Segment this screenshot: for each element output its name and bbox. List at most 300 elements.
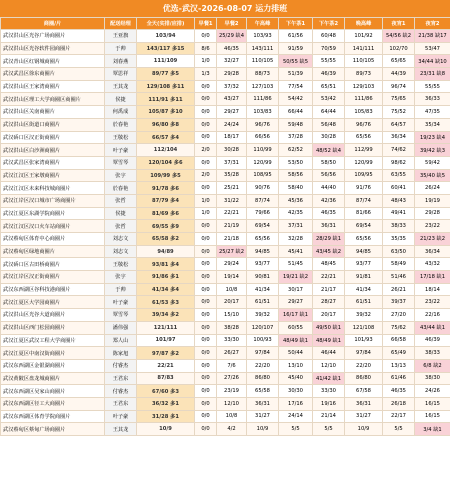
tea2-cell: 33/30 xyxy=(313,385,345,398)
table-row[interactable] xyxy=(1,194,450,207)
breakfast2-cell: 25/27 缺2 xyxy=(217,245,247,258)
table-row[interactable] xyxy=(1,258,450,271)
table-row[interactable] xyxy=(1,385,450,398)
dinner-peak-cell: 36/31 xyxy=(345,397,383,410)
night2-cell: 43/44 缺1 xyxy=(415,321,450,334)
dinner-peak-cell: 93/77 xyxy=(345,258,383,271)
lunch-peak-cell: 61/51 xyxy=(247,296,279,309)
column-header[interactable]: 夜宵2 xyxy=(415,18,450,30)
night2-cell: 38/30 xyxy=(415,372,450,385)
breakfast2-cell: 31/22 xyxy=(217,194,247,207)
lunch-peak-cell: 90/81 xyxy=(247,271,279,284)
tea2-cell: 28/27 xyxy=(313,296,345,309)
total-cell: 91/78 多6 xyxy=(137,182,195,195)
tea2-cell: 60/48 xyxy=(313,30,345,43)
tea2-cell: 48/49 缺1 xyxy=(313,334,345,347)
breakfast1-cell: 0/0 xyxy=(195,233,217,246)
breakfast1-cell: 2/0 xyxy=(195,144,217,157)
total-cell: 10/9 xyxy=(137,423,195,436)
tea1-cell: 50/55 缺5 xyxy=(279,55,313,68)
breakfast2-cell: 35/28 xyxy=(217,169,247,182)
night1-cell: 22/17 xyxy=(383,410,415,423)
total-cell: 61/53 多3 xyxy=(137,296,195,309)
store-name-cell: 武汉东西湖区吴家山商圈片 xyxy=(1,385,105,398)
total-cell: 94/89 xyxy=(137,245,195,258)
dinner-peak-cell: 120/99 xyxy=(345,156,383,169)
store-name-cell: 武汉武昌区徐东商圈片 xyxy=(1,68,105,81)
store-name-cell: 武汉江汉区汉口火车站商圈片 xyxy=(1,220,105,233)
table-row[interactable] xyxy=(1,233,450,246)
tea1-cell: 19/21 缺2 xyxy=(279,271,313,284)
total-cell: 91/86 多1 xyxy=(137,271,195,284)
column-header[interactable]: 全天(实排/应排) xyxy=(137,18,195,30)
dinner-peak-cell: 69/54 xyxy=(345,220,383,233)
table-row[interactable] xyxy=(1,283,450,296)
store-name-cell: 武汉硚口区古田桥商圈片 xyxy=(1,258,105,271)
night1-cell: 96/74 xyxy=(383,80,415,93)
tea2-cell: 56/48 xyxy=(313,118,345,131)
dinner-peak-cell: 97/84 xyxy=(345,347,383,360)
night2-cell: 53/47 xyxy=(415,42,450,55)
store-name-cell: 武汉黄陂区盘龙城商圈片 xyxy=(1,372,105,385)
breakfast2-cell: 10/8 xyxy=(217,410,247,423)
lunch-peak-cell: 110/99 xyxy=(247,144,279,157)
breakfast2-cell: 33/30 xyxy=(217,334,247,347)
lunch-peak-cell: 69/54 xyxy=(247,220,279,233)
table-row[interactable] xyxy=(1,106,450,119)
tea1-cell: 51/39 xyxy=(279,68,313,81)
manager-cell: 张哲 xyxy=(105,220,137,233)
store-name-cell: 武汉洪山区光谷软件园商圈片 xyxy=(1,42,105,55)
total-cell: 96/80 多8 xyxy=(137,118,195,131)
store-name-cell: 武汉东西湖区体育学院商圈片 xyxy=(1,410,105,423)
night1-cell: 65/49 xyxy=(383,347,415,360)
tea1-cell: 53/50 xyxy=(279,156,313,169)
table-row[interactable] xyxy=(1,68,450,81)
night2-cell: 39/42 缺3 xyxy=(415,144,450,157)
store-name-cell: 武汉青山区红钢城商圈片 xyxy=(1,55,105,68)
breakfast1-cell: 8/6 xyxy=(195,42,217,55)
table-row[interactable] xyxy=(1,55,450,68)
breakfast1-cell: 0/0 xyxy=(195,80,217,93)
column-header[interactable]: 夜宵1 xyxy=(383,18,415,30)
breakfast1-cell: 0/0 xyxy=(195,271,217,284)
night1-cell: 64/57 xyxy=(383,118,415,131)
dinner-peak-cell: 81/66 xyxy=(345,207,383,220)
night1-cell: 58/49 xyxy=(383,258,415,271)
breakfast2-cell: 37/32 xyxy=(217,80,247,93)
dinner-peak-cell: 101/92 xyxy=(345,30,383,43)
table-row[interactable] xyxy=(1,207,450,220)
tea2-cell: 20/17 xyxy=(313,309,345,322)
table-row[interactable] xyxy=(1,271,450,284)
lunch-peak-cell: 79/66 xyxy=(247,207,279,220)
column-header[interactable]: 下午茶2 xyxy=(313,18,345,30)
tea2-cell: 48/45 xyxy=(313,258,345,271)
tea1-cell: 59/48 xyxy=(279,118,313,131)
dinner-peak-cell: 91/76 xyxy=(345,182,383,195)
tea2-cell: 65/51 xyxy=(313,80,345,93)
tea1-cell: 50/44 xyxy=(279,347,313,360)
lunch-peak-cell: 31/27 xyxy=(247,410,279,423)
store-name-cell: 武汉洪山区理工大学商圈区商圈片 xyxy=(1,93,105,106)
night2-cell: 26/24 xyxy=(415,182,450,195)
night2-cell: 17/18 缺1 xyxy=(415,271,450,284)
store-name-cell: 武汉东西湖区谷科技港商圈片 xyxy=(1,283,105,296)
night1-cell: 63/50 xyxy=(383,245,415,258)
lunch-peak-cell: 120/107 xyxy=(247,321,279,334)
total-cell: 111/109 xyxy=(137,55,195,68)
dinner-peak-cell: 91/81 xyxy=(345,271,383,284)
manager-cell: 王其龙 xyxy=(105,80,137,93)
page-title: 优选-武汉-2026-08-07 运力排班 xyxy=(0,0,450,17)
dinner-peak-cell: 101/93 xyxy=(345,334,383,347)
lunch-peak-cell: 103/83 xyxy=(247,106,279,119)
tea1-cell: 66/44 xyxy=(279,106,313,119)
manager-cell: 付睿杰 xyxy=(105,385,137,398)
tea1-cell: 37/31 xyxy=(279,220,313,233)
total-cell: 129/108 多11 xyxy=(137,80,195,93)
manager-cell: 王敬松 xyxy=(105,131,137,144)
night1-cell: 51/46 xyxy=(383,271,415,284)
breakfast2-cell: 38/28 xyxy=(217,321,247,334)
night1-cell: 46/35 xyxy=(383,385,415,398)
table-row[interactable] xyxy=(1,118,450,131)
column-header[interactable]: 早餐2 xyxy=(217,18,247,30)
lunch-peak-cell: 10/9 xyxy=(247,423,279,436)
table-row[interactable] xyxy=(1,156,450,169)
breakfast2-cell: 21/18 xyxy=(217,233,247,246)
breakfast1-cell: 1/0 xyxy=(195,194,217,207)
total-cell: 93/81 多4 xyxy=(137,258,195,271)
column-header[interactable]: 晚高峰 xyxy=(345,18,383,30)
total-cell: 105/87 多10 xyxy=(137,106,195,119)
table-row[interactable] xyxy=(1,309,450,322)
tea2-cell: 44/40 xyxy=(313,182,345,195)
breakfast2-cell: 25/29 缺4 xyxy=(217,30,247,43)
tea1-cell: 24/14 xyxy=(279,410,313,423)
breakfast1-cell: 0/0 xyxy=(195,296,217,309)
manager-cell: 张宇 xyxy=(105,169,137,182)
lunch-peak-cell: 36/31 xyxy=(247,397,279,410)
tea2-cell: 30/28 xyxy=(313,131,345,144)
night2-cell: 34/44 缺10 xyxy=(415,55,450,68)
breakfast1-cell: 0/0 xyxy=(195,106,217,119)
tea2-cell: 41/42 缺1 xyxy=(313,372,345,385)
night2-cell: 3/4 缺1 xyxy=(415,423,450,436)
night1-cell: 75/65 xyxy=(383,93,415,106)
tea1-cell: 5/5 xyxy=(279,423,313,436)
tea2-cell: 48/52 缺4 xyxy=(313,144,345,157)
tea1-cell: 54/42 xyxy=(279,93,313,106)
dinner-peak-cell: 61/51 xyxy=(345,296,383,309)
lunch-peak-cell: 41/34 xyxy=(247,283,279,296)
lunch-peak-cell: 143/111 xyxy=(247,42,279,55)
dinner-peak-cell: 121/108 xyxy=(345,321,383,334)
dinner-peak-cell: 10/9 xyxy=(345,423,383,436)
table-row[interactable] xyxy=(1,321,450,334)
breakfast1-cell: 0/0 xyxy=(195,410,217,423)
column-header[interactable]: 下午茶1 xyxy=(279,18,313,30)
store-name-cell: 武汉江夏区大学园商圈片 xyxy=(1,296,105,309)
tea1-cell: 62/52 xyxy=(279,144,313,157)
night2-cell: 21/38 缺17 xyxy=(415,30,450,43)
manager-cell: 於春艳 xyxy=(105,118,137,131)
night1-cell: 5/5 xyxy=(383,423,415,436)
tea2-cell: 21/14 xyxy=(313,410,345,423)
store-name-cell: 武汉蔡甸区绿地商圈片 xyxy=(1,245,105,258)
tea1-cell: 45/41 xyxy=(279,245,313,258)
manager-cell: 覃雪琴 xyxy=(105,309,137,322)
tea1-cell: 17/16 xyxy=(279,397,313,410)
table-row[interactable] xyxy=(1,131,450,144)
total-cell: 65/58 多2 xyxy=(137,233,195,246)
night2-cell: 35/34 xyxy=(415,118,450,131)
manager-cell: 于帅 xyxy=(105,42,137,55)
lunch-peak-cell: 22/20 xyxy=(247,359,279,372)
night1-cell: 54/56 缺2 xyxy=(383,30,415,43)
manager-cell: 潘伟强 xyxy=(105,321,137,334)
lunch-peak-cell: 87/74 xyxy=(247,194,279,207)
table-row[interactable] xyxy=(1,245,450,258)
manager-cell: 张哲 xyxy=(105,194,137,207)
store-name-cell: 武汉蔡甸区体育中心商圈片 xyxy=(1,233,105,246)
column-header[interactable]: 午高峰 xyxy=(247,18,279,30)
breakfast2-cell: 15/10 xyxy=(217,309,247,322)
breakfast1-cell: 0/0 xyxy=(195,283,217,296)
night1-cell: 102/70 xyxy=(383,42,415,55)
lunch-peak-cell: 94/85 xyxy=(247,245,279,258)
tea1-cell: 45/36 xyxy=(279,194,313,207)
tea2-cell: 43/45 缺2 xyxy=(313,245,345,258)
lunch-peak-cell: 93/77 xyxy=(247,258,279,271)
lunch-peak-cell: 127/103 xyxy=(247,80,279,93)
table-row[interactable] xyxy=(1,80,450,93)
total-cell: 39/34 多2 xyxy=(137,309,195,322)
lunch-peak-cell: 100/93 xyxy=(247,334,279,347)
table-row[interactable] xyxy=(1,182,450,195)
tea2-cell: 42/36 xyxy=(313,194,345,207)
total-cell: 109/99 多5 xyxy=(137,169,195,182)
tea2-cell: 53/42 xyxy=(313,93,345,106)
column-header[interactable]: 商圈/片 xyxy=(1,18,105,30)
manager-cell: 陈家旭 xyxy=(105,347,137,360)
manager-cell: 王亚旗 xyxy=(105,30,137,43)
schedule-table xyxy=(0,17,450,436)
tea1-cell: 61/56 xyxy=(279,30,313,43)
breakfast2-cell: 32/27 xyxy=(217,55,247,68)
manager-cell: 付睿杰 xyxy=(105,359,137,372)
tea1-cell: 13/10 xyxy=(279,359,313,372)
breakfast1-cell: 0/0 xyxy=(195,93,217,106)
manager-cell: 刘志文 xyxy=(105,233,137,246)
table-row[interactable] xyxy=(1,93,450,106)
breakfast1-cell: 0/0 xyxy=(195,321,217,334)
tea2-cell: 55/55 xyxy=(313,55,345,68)
breakfast2-cell: 24/24 xyxy=(217,118,247,131)
tea1-cell: 91/59 xyxy=(279,42,313,55)
total-cell: 69/55 多9 xyxy=(137,220,195,233)
dinner-peak-cell: 112/99 xyxy=(345,144,383,157)
total-cell: 36/32 多1 xyxy=(137,397,195,410)
night2-cell: 18/14 xyxy=(415,283,450,296)
tea2-cell: 46/39 xyxy=(313,68,345,81)
table-row[interactable] xyxy=(1,334,450,347)
breakfast1-cell: 0/0 xyxy=(195,182,217,195)
tea1-cell: 29/27 xyxy=(279,296,313,309)
total-cell: 97/87 多2 xyxy=(137,347,195,360)
table-row[interactable] xyxy=(1,423,450,436)
breakfast1-cell: 0/0 xyxy=(195,220,217,233)
tea2-cell: 36/31 xyxy=(313,220,345,233)
breakfast2-cell: 23/19 xyxy=(217,385,247,398)
table-row[interactable] xyxy=(1,372,450,385)
table-row[interactable] xyxy=(1,169,450,182)
tea1-cell: 45/40 xyxy=(279,372,313,385)
night2-cell: 55/55 xyxy=(415,80,450,93)
manager-cell: 于帅 xyxy=(105,283,137,296)
night1-cell: 38/33 xyxy=(383,220,415,233)
lunch-peak-cell: 111/86 xyxy=(247,93,279,106)
manager-cell: 王君东 xyxy=(105,372,137,385)
breakfast1-cell: 1/3 xyxy=(195,68,217,81)
total-cell: 121/111 xyxy=(137,321,195,334)
night2-cell: 43/32 xyxy=(415,258,450,271)
table-row[interactable] xyxy=(1,397,450,410)
store-name-cell: 武汉江汉区未来科技城商圈片 xyxy=(1,182,105,195)
tea1-cell: 37/28 xyxy=(279,131,313,144)
breakfast1-cell: 0/0 xyxy=(195,359,217,372)
table-header-row xyxy=(1,18,450,30)
breakfast1-cell: 0/0 xyxy=(195,385,217,398)
manager-cell: 叶子豪 xyxy=(105,410,137,423)
night2-cell: 47/35 xyxy=(415,106,450,119)
breakfast1-cell: 0/0 xyxy=(195,309,217,322)
dinner-peak-cell: 41/34 xyxy=(345,283,383,296)
column-header[interactable]: 早餐1 xyxy=(195,18,217,30)
breakfast2-cell: 7/6 xyxy=(217,359,247,372)
night2-cell: 6/8 缺2 xyxy=(415,359,450,372)
tea2-cell: 19/16 xyxy=(313,397,345,410)
tea1-cell: 77/54 xyxy=(279,80,313,93)
breakfast1-cell: 0/0 xyxy=(195,372,217,385)
lunch-peak-cell: 108/95 xyxy=(247,169,279,182)
table-row[interactable] xyxy=(1,359,450,372)
night2-cell: 29/28 xyxy=(415,207,450,220)
total-cell: 87/79 多4 xyxy=(137,194,195,207)
lunch-peak-cell: 88/73 xyxy=(247,68,279,81)
tea2-cell: 56/56 xyxy=(313,169,345,182)
breakfast2-cell: 26/27 xyxy=(217,347,247,360)
store-name-cell: 武汉东西湖区径工大商圈片 xyxy=(1,397,105,410)
total-cell: 111/91 多11 xyxy=(137,93,195,106)
breakfast2-cell: 29/27 xyxy=(217,106,247,119)
breakfast2-cell: 21/19 xyxy=(217,220,247,233)
night2-cell: 36/34 xyxy=(415,245,450,258)
tea1-cell: 60/55 xyxy=(279,321,313,334)
dinner-peak-cell: 109/95 xyxy=(345,169,383,182)
store-name-cell: 武汉蔡甸区蔡甸广场商圈片 xyxy=(1,423,105,436)
breakfast1-cell: 0/0 xyxy=(195,258,217,271)
table-row[interactable] xyxy=(1,347,450,360)
dinner-peak-cell: 22/20 xyxy=(345,359,383,372)
lunch-peak-cell: 96/76 xyxy=(247,118,279,131)
lunch-peak-cell: 86/80 xyxy=(247,372,279,385)
breakfast1-cell: 0/0 xyxy=(195,131,217,144)
breakfast1-cell: 0/0 xyxy=(195,334,217,347)
store-name-cell: 武汉江夏区武汉工程大学商圈片 xyxy=(1,334,105,347)
tea1-cell: 16/17 缺1 xyxy=(279,309,313,322)
dinner-peak-cell: 94/85 xyxy=(345,245,383,258)
manager-cell: 张宇 xyxy=(105,271,137,284)
manager-cell: 何禹成 xyxy=(105,106,137,119)
manager-cell: 覃雪琴 xyxy=(105,156,137,169)
dinner-peak-cell: 67/58 xyxy=(345,385,383,398)
breakfast1-cell: 0/0 xyxy=(195,156,217,169)
tea2-cell: 70/59 xyxy=(313,42,345,55)
table-row[interactable] xyxy=(1,410,450,423)
dinner-peak-cell: 87/74 xyxy=(345,194,383,207)
tea2-cell: 58/50 xyxy=(313,156,345,169)
total-cell: 67/60 多3 xyxy=(137,385,195,398)
manager-cell: 王敬松 xyxy=(105,258,137,271)
night1-cell: 49/41 xyxy=(383,207,415,220)
tea1-cell: 58/56 xyxy=(279,169,313,182)
manager-cell: 刘志文 xyxy=(105,245,137,258)
total-cell: 101/97 xyxy=(137,334,195,347)
total-cell: 89/77 多5 xyxy=(137,68,195,81)
table-row[interactable] xyxy=(1,220,450,233)
table-row[interactable] xyxy=(1,144,450,157)
manager-cell: 侯捷 xyxy=(105,93,137,106)
breakfast2-cell: 25/21 xyxy=(217,182,247,195)
breakfast1-cell: 1/0 xyxy=(195,55,217,68)
total-cell: 112/104 xyxy=(137,144,195,157)
night2-cell: 46/39 xyxy=(415,334,450,347)
breakfast2-cell: 18/17 xyxy=(217,131,247,144)
night2-cell: 59/42 xyxy=(415,156,450,169)
night2-cell: 21/23 缺2 xyxy=(415,233,450,246)
night1-cell: 39/37 xyxy=(383,296,415,309)
night2-cell: 19/19 xyxy=(415,194,450,207)
breakfast2-cell: 22/21 xyxy=(217,207,247,220)
tea1-cell: 30/17 xyxy=(279,283,313,296)
breakfast1-cell: 0/0 xyxy=(195,30,217,43)
lunch-peak-cell: 97/84 xyxy=(247,347,279,360)
night1-cell: 13/13 xyxy=(383,359,415,372)
table-row[interactable] xyxy=(1,296,450,309)
night2-cell: 23/22 xyxy=(415,220,450,233)
tea2-cell: 64/44 xyxy=(313,106,345,119)
night1-cell: 75/52 xyxy=(383,106,415,119)
column-header[interactable]: 配送经理 xyxy=(105,18,137,30)
manager-cell: 郑人山 xyxy=(105,334,137,347)
manager-cell: 王君东 xyxy=(105,397,137,410)
night1-cell: 63/55 xyxy=(383,169,415,182)
store-name-cell: 武汉洪山区关南商圈片 xyxy=(1,106,105,119)
night1-cell: 98/62 xyxy=(383,156,415,169)
store-name-cell: 武汉江夏区中南汉街商圈片 xyxy=(1,347,105,360)
night1-cell: 48/43 xyxy=(383,194,415,207)
tea2-cell: 46/35 xyxy=(313,207,345,220)
store-name-cell: 武汉武昌区张家湾商圈片 xyxy=(1,156,105,169)
night1-cell: 44/39 xyxy=(383,68,415,81)
table-row[interactable] xyxy=(1,30,450,43)
dinner-peak-cell: 141/111 xyxy=(345,42,383,55)
night2-cell: 16/15 xyxy=(415,410,450,423)
table-row[interactable] xyxy=(1,42,450,55)
total-cell: 143/117 多15 xyxy=(137,42,195,55)
